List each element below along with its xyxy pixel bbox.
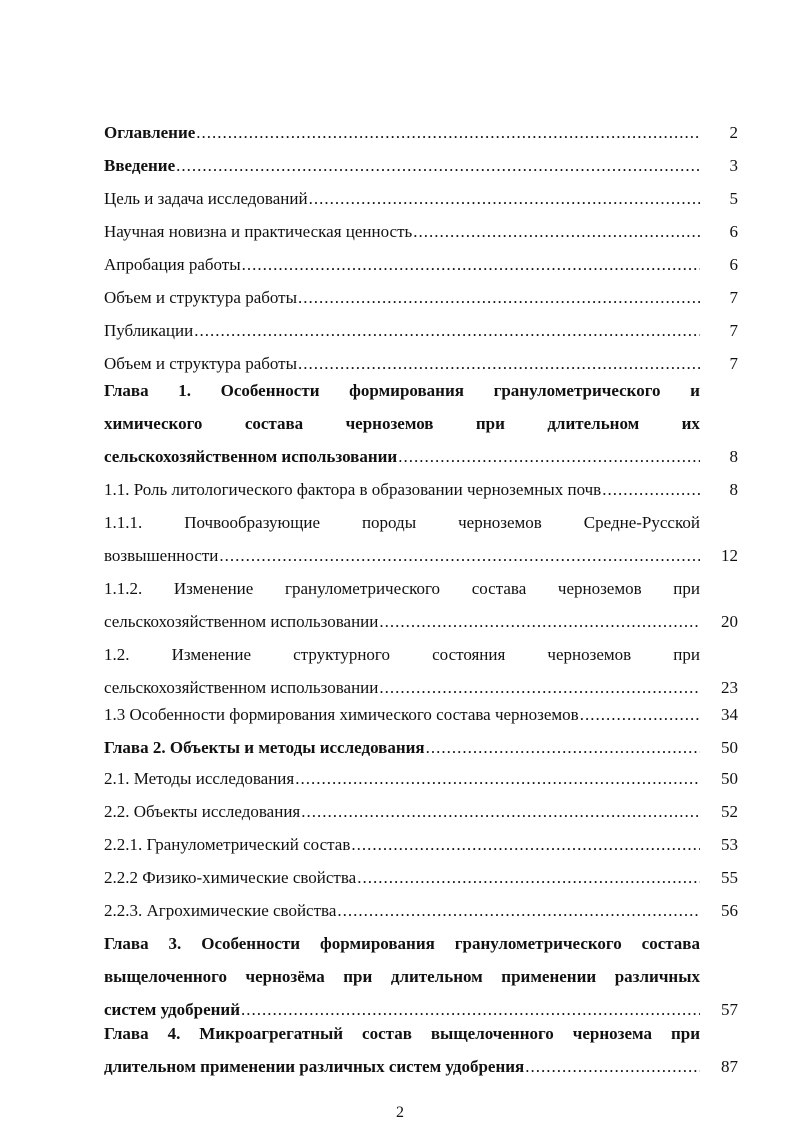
toc-entry-line [104,122,700,144]
toc-entry-line [104,320,700,342]
toc-word: при [673,645,700,664]
toc-entry-text: сельскохозяйственном использовании [104,612,379,631]
toc-entry-line [104,768,700,790]
toc-entry-line [104,512,700,534]
toc-page-number: 53 [721,835,738,854]
toc-entry-text: возвышенности [104,546,219,565]
toc-entry-line [104,644,700,666]
toc-word: при [673,579,700,598]
toc-entry-text [104,1023,700,1045]
toc-entry-text: Введение [104,156,176,175]
toc-dot-leader [350,834,700,856]
toc-entry-text: 2.2. Объекты исследования [104,802,301,821]
toc-dot-leader [579,704,700,726]
toc-entry-line [104,254,700,276]
toc-entry-text: Оглавление [104,123,196,142]
toc-dot-leader [425,737,700,759]
toc-word: состав [362,1024,412,1043]
toc-dot-leader [336,900,700,922]
toc-word: Микроагрегатный [199,1024,344,1043]
toc-word: гранулометрического [454,934,622,953]
toc-entry-line [104,578,700,600]
toc-dot-leader [175,155,700,177]
toc-entry-text: Глава 2. Объекты и методы исследования [104,738,425,757]
toc-entry-text: сельскохозяйственном использовании [104,678,379,697]
toc-word: 1. [178,381,191,400]
toc-entry-line [104,677,700,699]
toc-page-number: 55 [721,868,738,887]
toc-page-number: 56 [721,901,738,920]
toc-entry-line [104,287,700,309]
toc-word: Особенности [220,381,320,400]
toc-entry-text: 2.2.3. Агрохимические свойства [104,901,337,920]
toc-dot-leader [356,867,700,889]
toc-dot-leader [193,320,700,342]
toc-dot-leader [300,801,700,823]
toc-page-number: 8 [729,447,738,466]
toc-word: 1.1.1. [104,513,143,532]
toc-page-number: 20 [721,612,738,631]
toc-word: состава [471,579,527,598]
toc-word: черноземов [547,645,632,664]
toc-word: чернозёма [245,967,325,986]
toc-word: состояния [432,645,506,664]
toc-entry-line [104,1056,700,1078]
toc-word: Глава [104,934,149,953]
toc-word: Особенности [201,934,301,953]
toc-word: чернозема [572,1024,652,1043]
toc-word: 3. [168,934,182,953]
toc-page-number: 8 [729,480,738,499]
toc-dot-leader [297,287,700,309]
toc-entry-line [104,834,700,856]
toc-page-number: 50 [721,769,738,788]
toc-entry-line [104,353,700,375]
toc-entry-text [104,413,700,435]
toc-entry-line [104,221,700,243]
toc-word: породы [361,513,417,532]
toc-entry-line [104,479,700,501]
toc-word: их [681,414,700,433]
toc-entry-line [104,1023,700,1045]
toc-entry-text: 1.1. Роль литологического фактора в образовании черноземных почв [104,480,602,499]
toc-word: Изменение [171,645,252,664]
toc-word: длительном [390,967,483,986]
toc-dot-leader [308,188,700,210]
toc-word: гранулометрического [284,579,441,598]
toc-entry-text: 1.3 Особенности формирования химического состава черноземов [104,705,579,724]
toc-entry-line [104,704,700,726]
toc-entry-text [104,966,700,988]
toc-page-number: 6 [729,222,738,241]
toc-entry-text: Публикации [104,321,194,340]
toc-entry-text: Объем и структура работы [104,288,298,307]
toc-dot-leader [412,221,700,243]
toc-entry-line [104,446,700,468]
toc-word: выщелоченного [430,1024,554,1043]
toc-word: черноземов [345,414,434,433]
page-footer-number: 2 [396,1104,404,1121]
toc-entry-line [104,413,700,435]
toc-entry-text [104,644,700,666]
toc-word: различных [614,967,700,986]
toc-page-number: 5 [729,189,738,208]
toc-word: Средне-Русской [583,513,700,532]
toc-word: черноземов [458,513,542,532]
toc-entry-text [104,380,700,402]
toc-entry-text: 2.2.1. Гранулометрический состав [104,835,351,854]
toc-word: черноземов [557,579,642,598]
toc-entry-text: Научная новизна и практическая ценность [104,222,413,241]
toc-page-number: 7 [729,321,738,340]
toc-word: формирования [320,934,435,953]
toc-entry-text [104,578,700,600]
toc-page-number: 7 [729,354,738,373]
toc-page-number: 52 [721,802,738,821]
toc-page-number: 34 [721,705,738,724]
toc-entry-text: сельскохозяйственном использовании [104,447,398,466]
toc-word: выщелоченного [104,967,227,986]
toc-entry-line [104,999,700,1021]
toc-word: состава [641,934,700,953]
toc-entry-line [104,737,700,759]
toc-word: при [343,967,373,986]
toc-entry-line [104,900,700,922]
toc-entry-text: Цель и задача исследований [104,189,308,208]
toc-word: 1.1.2. [104,579,143,598]
toc-page-number: 12 [721,546,738,565]
toc-word: применении [501,967,597,986]
toc-entry-line [104,380,700,402]
toc-dot-leader [241,254,700,276]
toc-page-number: 50 [721,738,738,757]
toc-word: структурного [293,645,390,664]
toc-entry-text [104,512,700,534]
toc-word: Глава [104,381,149,400]
toc-entry-line [104,545,700,567]
toc-word: гранулометрического [493,381,661,400]
toc-page-number: 23 [721,678,738,697]
toc-dot-leader [218,545,700,567]
toc-word: и [690,381,700,400]
toc-page-number: 87 [721,1057,738,1076]
toc-word: Почвообразующие [184,513,320,532]
toc-dot-leader [297,353,700,375]
toc-page-number: 7 [729,288,738,307]
toc-entry-line [104,867,700,889]
toc-entry-text: 2.1. Методы исследования [104,769,295,788]
toc-entry-line [104,155,700,177]
toc-dot-leader [294,768,700,790]
toc-entry-text: Апробация работы [104,255,241,274]
toc-dot-leader [397,446,700,468]
toc-dot-leader [601,479,700,501]
toc-entry-line [104,188,700,210]
toc-word: формирования [349,381,464,400]
toc-word: 1.2. [104,645,130,664]
toc-word: состава [244,414,304,433]
toc-page-number: 3 [729,156,738,175]
toc-page-number: 2 [729,123,738,142]
toc-word: химического [104,414,203,433]
toc-word: при [670,1024,700,1043]
toc-word: 4. [167,1024,181,1043]
toc-entry-line [104,611,700,633]
toc-entry-text [104,933,700,955]
toc-entry-text: длительном применении различных систем удобрения [104,1057,525,1076]
toc-word: Глава [104,1024,149,1043]
toc-entry-line [104,801,700,823]
toc-word: при [475,414,505,433]
toc-entry-text: Объем и структура работы [104,354,298,373]
toc-dot-leader [378,611,700,633]
toc-dot-leader [524,1056,700,1078]
toc-dot-leader [378,677,700,699]
toc-dot-leader [240,999,700,1021]
toc-entry-line [104,966,700,988]
toc-entry-line [104,933,700,955]
toc-page-number: 57 [721,1000,738,1019]
toc-entry-text: 2.2.2 Физико-химические свойства [104,868,357,887]
toc-word: длительном [547,414,640,433]
toc-word: Изменение [173,579,254,598]
toc-dot-leader [195,122,700,144]
toc-page-number: 6 [729,255,738,274]
toc-entry-text: систем удобрений [104,1000,241,1019]
